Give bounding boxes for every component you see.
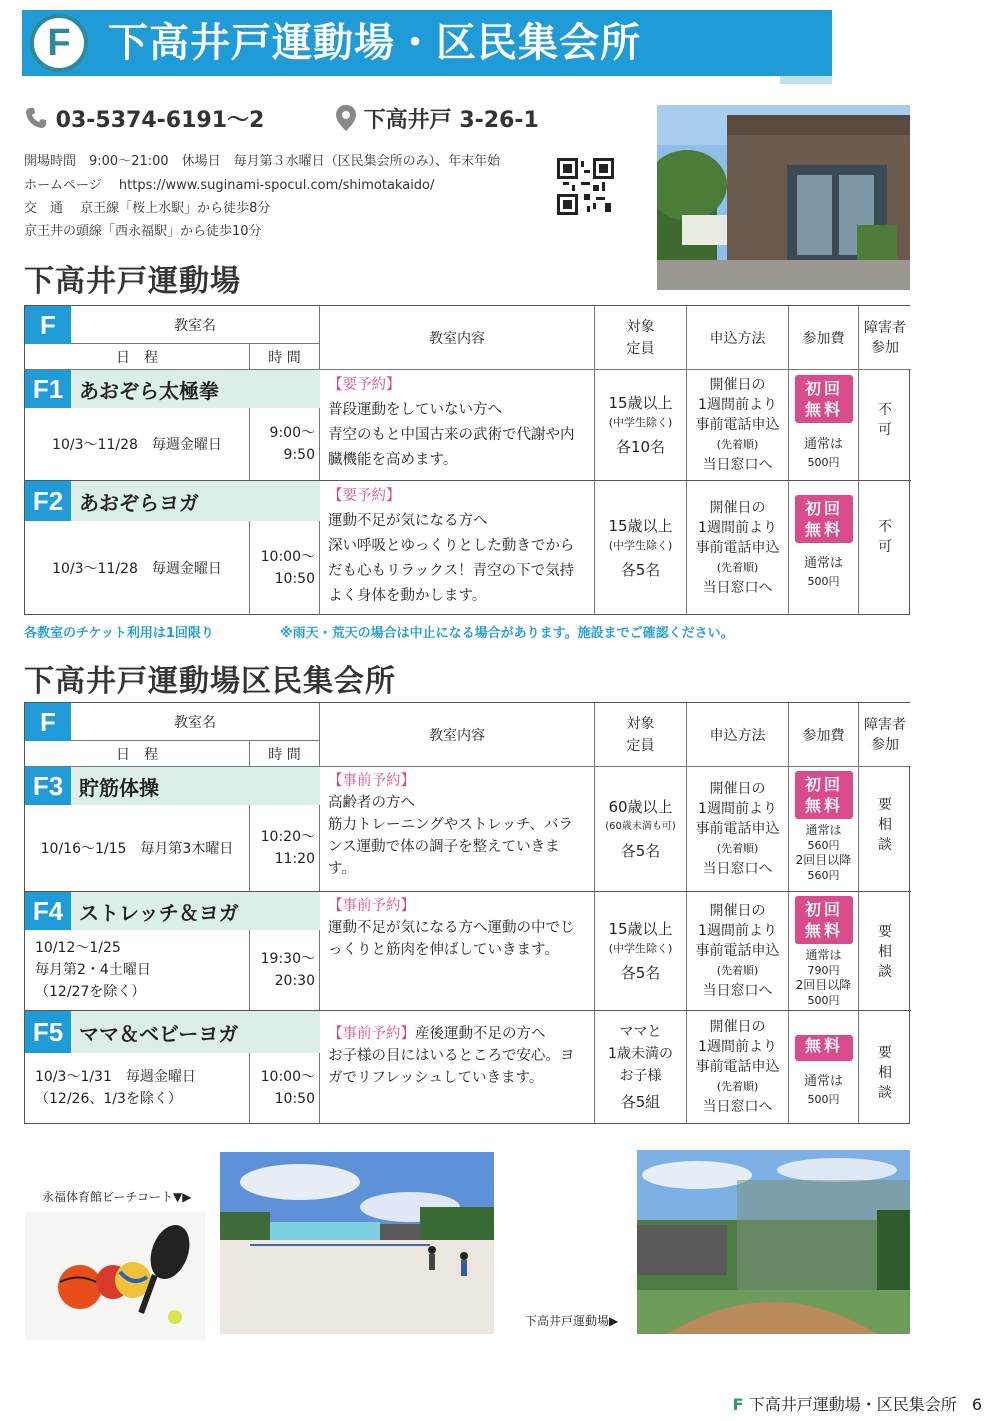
content-f5 [320,1011,595,1123]
apply-line: 開催日の [709,903,766,919]
fee-amount-f1: 500円 [807,456,840,469]
fee-amount-f4: 790円 [807,964,840,977]
first-free-badge-f4: 初回 無料 [795,896,853,944]
header-apply: 申込方法 [687,703,789,767]
section-title-ground: 下高井戸運動場 [24,264,241,299]
apply-line: 当日窓口へ [702,580,773,596]
homepage-label: ホームページ [24,178,102,193]
beach-court-photo [220,1152,494,1334]
free-badge-f5: 無料 [795,1035,853,1061]
access-line-1 [24,197,270,216]
header-apply: 申込方法 [687,306,789,370]
caption-ground: 下高井戸運動場▶ [525,1314,619,1328]
target-f4 [595,892,687,1010]
apply-f3 [687,767,789,891]
row-badge-f5: F5 [25,1011,71,1053]
opening-hours: 開場時間 9:00〜21:00 休場日 毎月第３水曜日（区民集会所のみ）、年末年始 [24,154,501,169]
apply-line: 1週間前より [698,923,777,939]
content-f1 [320,370,595,480]
time-f1: 9:00〜 9:50 [250,408,320,480]
phone-icon [24,106,48,136]
fee-extra-amount-f3: 560円 [807,869,840,882]
header-schedule: 日 程 [25,741,250,767]
apply-line: 開催日の [709,500,766,516]
target-f5 [595,1011,687,1123]
reservation-tag-f1: 【要予約】 [328,377,401,393]
target-f1 [595,370,687,480]
section-title-hall: 下高井戸運動場区民集会所 [24,664,396,699]
header-fee: 参加費 [789,703,859,767]
access-label: 交 通 [24,201,64,216]
target-f2 [595,481,687,615]
first-free-badge-f1: 初回 無料 [795,375,853,423]
apply-line: 事前電話申込 [695,821,780,837]
first-free-badge-f2: 初回 無料 [795,495,853,543]
header-target: 対象 定員 [595,703,687,767]
time-f5: 10:00〜 10:50 [250,1053,320,1123]
apply-line: 事前電話申込 [695,540,780,556]
fee-normal-f2: 通常は [803,556,843,571]
footer-label: 下高井戸運動場・区民集会所 [748,1395,957,1414]
header-disability: 障害者 参加 [859,306,911,370]
map-pin-icon [336,105,356,137]
access-line-2: 京王井の頭線「西永福駅」から徒歩10分 [24,224,262,239]
content-text-f5: 産後運動不足の方へ お子様の目にはいるところで安心。ヨガでリフレッシュしていきます。 [328,1026,575,1086]
target-sub-f4: (中学生除く) [608,942,673,955]
schedule-f4: 10/12〜1/25 毎月第2・4土曜日 （12/27を除く） [25,930,250,1010]
fee-f3 [789,767,859,891]
capacity-f1: 各10名 [615,438,666,456]
note-weather: ※雨天・荒天の場合は中止になる場合があります。施設までご確認ください。 [280,626,734,641]
apply-line: 1週間前より [698,1039,777,1055]
fee-normal-f1: 通常は [803,437,843,452]
schedule-f3: 10/16〜1/15 毎月第3木曜日 [25,805,250,891]
schedule-table-ground [24,305,910,615]
fee-amount-f2: 500円 [807,575,840,588]
class-name-f2: あおぞらヨガ [71,481,320,521]
class-name-f4: ストレッチ＆ヨガ [71,892,320,930]
phone-number: 03-5374-6191〜2 [55,108,265,133]
row-badge-f2: F2 [25,481,71,521]
header-time: 時 間 [250,344,320,370]
page-footer [733,1392,982,1415]
disability-f3: 要 相 談 [878,797,892,853]
apply-line: 当日窓口へ [702,457,773,473]
apply-line: (先着順) [716,1080,759,1093]
banner-tail [780,76,832,84]
fee-f5 [789,1011,859,1123]
fee-extra-f4: 2回目以降 [795,978,852,992]
schedule-table-hall [24,702,910,1124]
reservation-tag-f5: 【事前予約】 [328,1026,415,1042]
first-free-badge-f3: 初回 無料 [795,771,853,819]
target-main-f2: 15歳以上 [608,517,673,535]
header-fee: 参加費 [789,306,859,370]
header-class-name: 教室名 [71,703,320,741]
content-f3 [320,767,595,891]
page-title: 下高井戸運動場・区民集会所 [108,20,641,66]
fee-f1 [789,370,859,480]
ground-photo [637,1150,910,1334]
homepage-link[interactable]: https://www.suginami-spocul.com/shimotakaido/ [118,178,435,193]
time-f3: 10:20〜 11:20 [250,805,320,891]
apply-line: 事前電話申込 [695,1059,780,1075]
capacity-f5: 各5組 [620,1093,661,1111]
header-schedule: 日 程 [25,344,250,370]
phone-line [24,103,264,136]
apply-line: 当日窓口へ [702,983,773,999]
fee-f2 [789,481,859,615]
header-time: 時 間 [250,741,320,767]
apply-line: 1週間前より [698,801,777,817]
time-f2: 10:00〜 10:50 [250,521,320,615]
fee-amount-f3: 560円 [807,839,840,852]
row-badge-f4: F4 [25,892,71,930]
apply-f1 [687,370,789,480]
fee-amount-f5: 500円 [807,1093,840,1106]
note-ticket: 各教室のチケット利用は1回限り [24,626,214,641]
class-name-f5: ママ＆ベビーヨガ [71,1011,320,1053]
content-f4 [320,892,595,1010]
disability-f2: 不 可 [878,519,892,555]
apply-line: 事前電話申込 [695,417,780,433]
row-badge-f3: F3 [25,767,71,805]
table-badge: F [25,306,71,344]
apply-f2 [687,481,789,615]
apply-line: (先着順) [716,561,759,574]
caption-beach-court: 永福体育館ビーチコート▼▶ [42,1190,192,1204]
apply-line: 当日窓口へ [702,1099,773,1115]
time-f4: 19:30〜 20:30 [250,930,320,1010]
homepage-line [24,174,434,193]
apply-f5 [687,1011,789,1123]
target-main-f3: 60歳以上 [608,798,673,816]
address-text: 下高井戸 3-26-1 [363,108,539,133]
header-class-name: 教室名 [71,306,320,344]
apply-line: (先着順) [716,964,759,977]
fee-f4 [789,892,859,1010]
capacity-f2: 各5名 [620,561,661,579]
reservation-tag-f3: 【事前予約】 [328,773,415,789]
disability-f4: 要 相 談 [878,924,892,980]
apply-line: 1週間前より [698,397,777,413]
facility-photo [657,105,910,290]
address-line [336,103,539,137]
header-content: 教室内容 [320,306,595,370]
page-number: 6 [971,1395,982,1414]
qr-code[interactable] [557,158,614,215]
fee-extra-f3: 2回目以降 [795,853,852,867]
apply-line: 開催日の [709,781,766,797]
content-text-f4: 運動不足が気になる方へ運動の中でじっくりと筋肉を伸ばしていきます。 [328,920,575,958]
target-main-f5: ママと 1歳未満の お子様 [608,1024,673,1084]
target-f3 [595,767,687,891]
apply-f4 [687,892,789,1010]
class-name-f3: 貯筋体操 [71,767,320,805]
schedule-f2: 10/3〜11/28 毎週金曜日 [25,521,250,615]
reservation-tag-f2: 【要予約】 [328,488,401,504]
capacity-f4: 各5名 [620,964,661,982]
header-target: 対象 定員 [595,306,687,370]
apply-line: 事前電話申込 [695,943,780,959]
access-1: 京王線「桜上水駅」から徒歩8分 [80,201,271,216]
header-disability: 障害者 参加 [859,703,911,767]
content-f2 [320,481,595,615]
reservation-tag-f4: 【事前予約】 [328,898,415,914]
beach-balls-photo [25,1212,205,1340]
schedule-f5: 10/3〜1/31 毎週金曜日 （12/26、1/3を除く） [25,1053,250,1123]
apply-line: 開催日の [709,377,766,393]
target-sub-f2: (中学生除く) [608,539,673,552]
apply-line: 開催日の [709,1019,766,1035]
schedule-f1: 10/3〜11/28 毎週金曜日 [25,408,250,480]
table-badge: F [25,703,71,741]
fee-normal-f3: 通常は [805,823,842,837]
target-main-f4: 15歳以上 [608,920,673,938]
row-badge-f1: F1 [25,370,71,408]
target-sub-f3: (60歳未満も可) [605,821,676,832]
target-main-f1: 15歳以上 [608,394,673,412]
fee-extra-amount-f4: 500円 [807,994,840,1007]
disability-f5: 要 相 談 [878,1045,892,1101]
facility-badge: F [30,14,88,72]
capacity-f3: 各5名 [620,842,661,860]
fee-normal-f4: 通常は [805,948,842,962]
fee-normal-f5: 通常は [803,1074,843,1089]
content-text-f2: 運動不足が気になる方へ 深い呼吸とゆっくりとした動きでからだも心もリラックス！青空の下で気持よく身体を動かします。 [328,513,575,604]
apply-line: (先着順) [716,842,759,855]
class-name-f1: あおぞら太極拳 [71,370,320,408]
disability-f1: 不 可 [878,402,892,438]
content-text-f3: 高齢者の方へ 筋力トレーニングやストレッチ、バランス運動で体の調子を整えていきます。 [328,795,574,877]
content-text-f1: 普段運動をしていない方へ 青空のもと中国古来の武術で代謝や内臓機能を高めます。 [328,402,575,468]
target-sub-f1: (中学生除く) [608,416,673,429]
apply-line: (先着順) [716,438,759,451]
footer-letter: F [732,1395,744,1414]
header-content: 教室内容 [320,703,595,767]
apply-line: 1週間前より [698,520,777,536]
apply-line: 当日窓口へ [702,861,773,877]
